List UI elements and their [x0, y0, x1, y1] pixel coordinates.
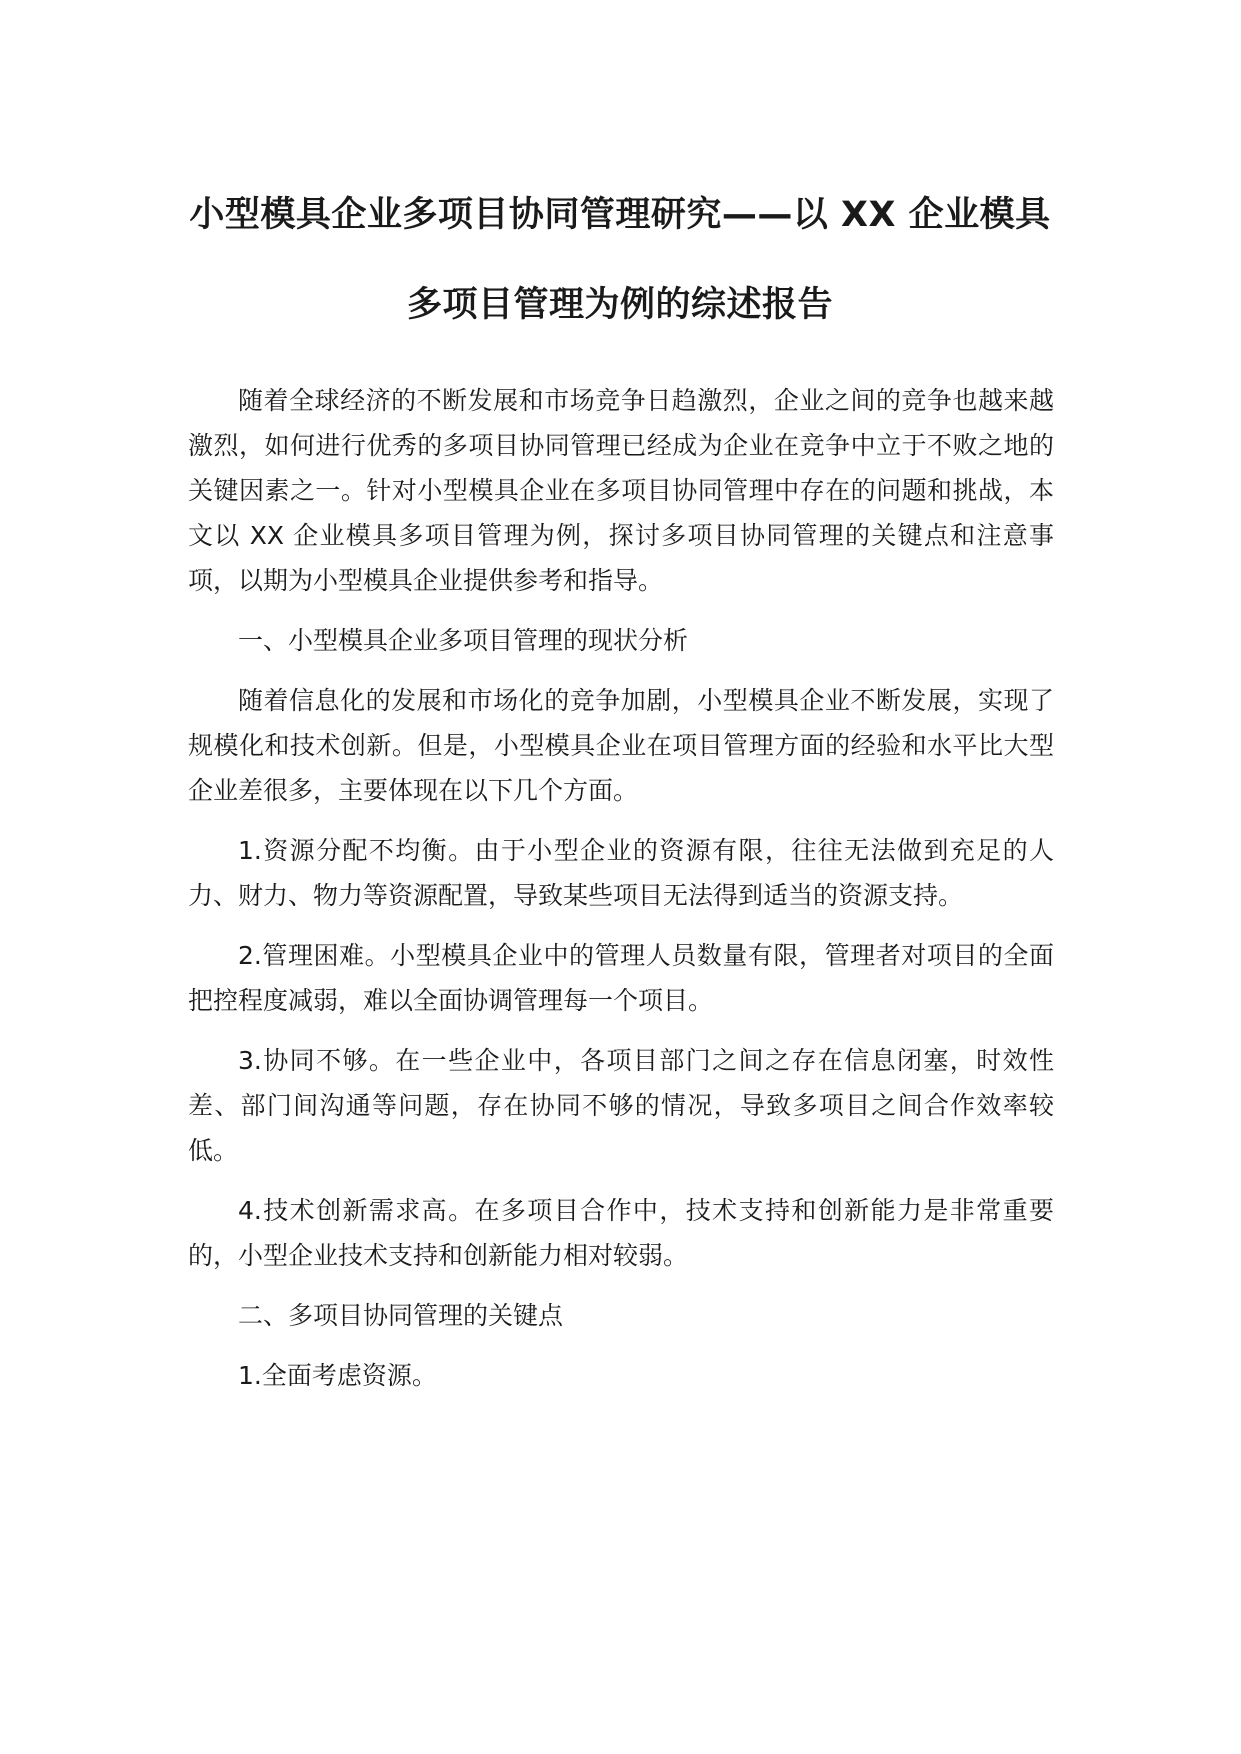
point-3-paragraph: 3.协同不够。在一些企业中，各项目部门之间之存在信息闭塞，时效性差、部门间沟通等问题，存在协同不够的情况，导致多项目之间合作效率较低。 [188, 1046, 1054, 1165]
point-1-paragraph: 1.资源分配不均衡。由于小型企业的资源有限，往往无法做到充足的人力、财力、物力等资源配置，导致某些项目无法得到适当的资源支持。 [188, 836, 1054, 910]
section-1-intro-paragraph: 随着信息化的发展和市场化的竞争加剧，小型模具企业不断发展，实现了规模化和技术创新。但是，小型模具企业在项目管理方面的经验和水平比大型企业差很多，主要体现在以下几个方面。 [188, 686, 1054, 805]
point-4-paragraph: 4.技术创新需求高。在多项目合作中，技术支持和创新能力是非常重要的，小型企业技术支持和创新能力相对较弱。 [188, 1196, 1054, 1270]
point-2-paragraph: 2.管理困难。小型模具企业中的管理人员数量有限，管理者对项目的全面把控程度减弱，难以全面协调管理每一个项目。 [188, 941, 1054, 1015]
section-heading-1: 一、小型模具企业多项目管理的现状分析 [238, 626, 689, 655]
document-title: 小型模具企业多项目协同管理研究——以 XX 企业模具多项目管理为例的综述报告 [189, 195, 1051, 325]
section-2-point-1-paragraph: 1.全面考虑资源。 [238, 1361, 437, 1390]
document-body [188, 378, 1054, 1413]
section-heading-2: 二、多项目协同管理的关键点 [238, 1301, 564, 1330]
intro-paragraph: 随着全球经济的不断发展和市场竞争日趋激烈，企业之间的竞争也越来越激烈，如何进行优秀的多项目协同管理已经成为企业在竞争中立于不败之地的关键因素之一。针对小型模具企业在多项目协同管理中存在的问题和挑战，本文以 XX 企业模具多项目管理为例，探讨多项目协同管理的关键点和注意事项，以期为小型模具企业提供参考和指导。 [188, 386, 1054, 595]
